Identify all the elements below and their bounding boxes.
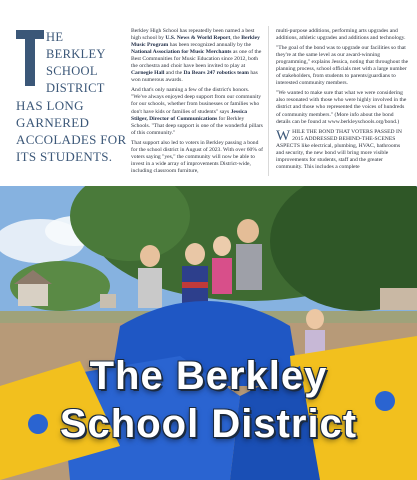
article-section: [0, 0, 417, 186]
pull-quote-line: SCHOOL: [46, 64, 98, 78]
pull-quote-line: HE: [46, 30, 64, 44]
paragraph: And that's only naming a few of the district's honors. "We've always enjoyed deep support from our community for our schools, whether from businesses or families who don't have kids or families of students" says Jessica Stilger, Director of Communications for Berkley Schools. "That deep support is one of the wonderful pillars of this community.": [131, 87, 263, 136]
paragraph: "The goal of the bond was to upgrade our facilities so that they're at the same level as our award-winning programming," explains Jessica, noting that throughout the planning process, school officials met with a large number of stakeholders, from students to parents/guardians to interested community members.: [276, 45, 409, 87]
paragraph: That support also led to voters in Berkley passing a bond for the school district in August of 2023. With over 60% of voters saying "yes," the community will now be able to invest in a wide array of improvements District-wide, including classroom furniture,: [131, 139, 264, 174]
article-column-2: [276, 28, 409, 174]
pull-quote: [16, 29, 127, 165]
article-column-1: [131, 28, 264, 178]
paragraph: multi-purpose additions, performing arts upgrades and additions, athletic upgrades and additions and technology.: [276, 28, 406, 42]
column-divider: [268, 26, 269, 176]
headline-line-1: The Berkley: [89, 354, 328, 398]
pull-quote-line: HAS LONG: [16, 98, 84, 113]
paragraph: Berkley High School has repeatedly been named a best high school by U.S. News & World Report, the Berkley Music Program has been recognized annually by the National Association for Music Merchants as one of the Best Communities for Music Education since 2012, both the orchestra and choir have been invited to play at Carnegie Hall and the Da Bears 247 robotics team has won numerous awards.: [131, 28, 262, 84]
pull-quote-line: GARNERED: [16, 115, 90, 130]
pull-quote-line: ITS STUDENTS.: [16, 149, 113, 164]
headline-line-2: School District: [59, 402, 358, 446]
pull-quote-line: DISTRICT: [46, 81, 105, 95]
dropcap-w: W: [276, 127, 291, 144]
pull-quote-line: ACCOLADES FOR: [16, 132, 127, 147]
pull-quote-line: BERKLEY: [46, 47, 106, 61]
paragraph: "We wanted to make sure that what we were considering also resonated with those who were highly involved in the district and those who represented the voices of hundreds of community members." (More info about the bond details can be found at www.berkleyschools.org/bond.): [276, 90, 407, 125]
paragraph: WHILE THE BOND THAT VOTERS PASSED IN 2015 ADDRESSED BEHIND-THE-SCENES ASPECTS like electrical, plumbing, HVAC, bathrooms and security, the new bond will bring more visible improvements for students, staff and the greater community. This includes a complete: [276, 127, 402, 170]
headline: [0, 352, 417, 448]
